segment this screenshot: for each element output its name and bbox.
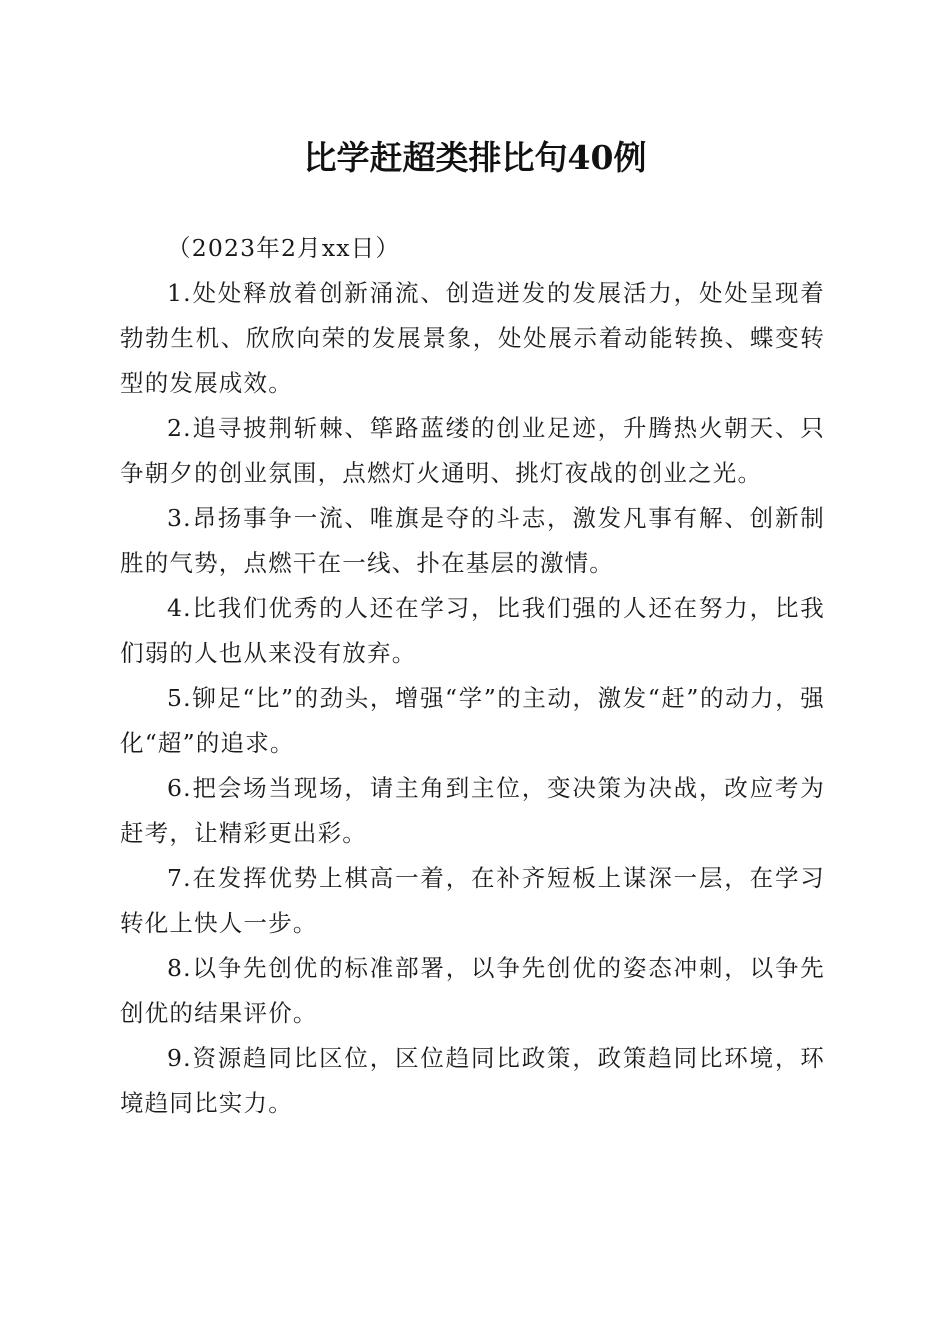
document-title: 比学赶超类排比句40例 (303, 138, 647, 177)
document-date: （2023年2月xx日） (167, 234, 401, 262)
paragraph-9: 9.资源趋同比区位，区位趋同比政策，政策趋同比环境，环境趋同比实力。 (120, 1044, 825, 1117)
paragraph-2: 2.追寻披荆斩棘、筚路蓝缕的创业足迹，升腾热火朝天、只争朝夕的创业氛围，点燃灯火通明、挑灯夜战的创业之光。 (120, 414, 825, 487)
paragraph-4: 4.比我们优秀的人还在学习，比我们强的人还在努力，比我们弱的人也从来没有放弃。 (120, 594, 825, 667)
document-body (120, 226, 825, 1126)
paragraph-6: 6.把会场当现场，请主角到主位，变决策为决战，改应考为赶考，让精彩更出彩。 (120, 774, 825, 847)
paragraph-7: 7.在发挥优势上棋高一着，在补齐短板上谋深一层，在学习转化上快人一步。 (120, 864, 825, 937)
paragraph-5: 5.铆足“比”的劲头，增强“学”的主动，激发“赶”的动力，强化“超”的追求。 (120, 684, 825, 757)
paragraph-1: 1.处处释放着创新涌流、创造迸发的发展活力，处处呈现着勃勃生机、欣欣向荣的发展景象，处处展示着动能转换、蝶变转型的发展成效。 (120, 279, 825, 397)
paragraph-3: 3.昂扬事争一流、唯旗是夺的斗志，激发凡事有解、创新制胜的气势，点燃干在一线、扑在基层的激情。 (120, 504, 825, 577)
paragraph-8: 8.以争先创优的标准部署，以争先创优的姿态冲刺，以争先创优的结果评价。 (120, 954, 825, 1027)
